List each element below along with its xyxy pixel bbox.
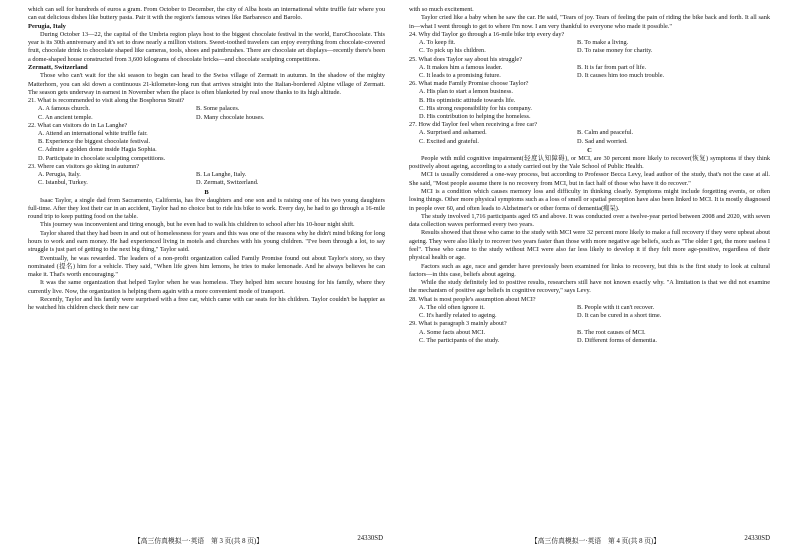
option: C. An ancient temple. xyxy=(38,113,93,121)
paragraph: This journey was inconvenient and tiring enough, but he even had to walk his children to school after his 10-hour night shift. xyxy=(40,221,355,229)
section-label-c: C xyxy=(587,146,592,154)
question-23: 23. Where can visitors go skiing in autumn? xyxy=(28,162,140,170)
option: D. Many chocolate houses. xyxy=(196,113,265,121)
option: B. Experience the biggest chocolate festival. xyxy=(38,138,151,146)
option: B. Some palaces. xyxy=(196,105,240,113)
option: C. Admire a golden dome inside Hagia Sophia. xyxy=(38,146,157,154)
option-row xyxy=(409,329,770,337)
option: A. A famous church. xyxy=(38,105,90,113)
option: D. To raise money for charity. xyxy=(577,47,653,55)
paragraph: with so much excitement. xyxy=(409,6,474,13)
option-row xyxy=(409,39,770,47)
option: D. It can be cured in a short time. xyxy=(577,312,662,320)
paragraph: During October 13—22, the capital of the Umbria region plays host to the biggest chocolate festival in the world, EuroChocolate. This year is its 30th anniversary and it's set to draw nearly a million visitors. Sweet-toothed travelers can enjoy everything from chocolate-covered fruit, chocolate drink to chocolate shaped like cameras, tools, shoes and paintbrushes. There are chocolate art displays—recently there's been a dome-shaped house constructed from 3,600 kilograms of chocolate bricks—and chocolate sculpting competitions. xyxy=(28,30,385,63)
option: A. Perugia, Italy. xyxy=(38,171,81,179)
question-26: 26. What made Family Promise choose Taylor? xyxy=(409,80,529,88)
option: B. It is far from part of life. xyxy=(577,63,647,71)
option: C. Istanbul, Turkey. xyxy=(38,179,88,187)
option: B. People with it can't recover. xyxy=(577,303,655,311)
question-27: 27. How did Taylor feel when receiving a free car? xyxy=(409,121,538,129)
option: B. The root causes of MCI. xyxy=(577,328,646,336)
footer-label: 【高三仿真模拟一·英语 第 4 页(共 8 页)】 xyxy=(530,538,661,545)
option: C. Excited and grateful. xyxy=(419,137,479,145)
option: B. Calm and peaceful. xyxy=(577,129,634,137)
paragraph: Results showed that those who came to the study with MCI were 32 percent more likely to make a full recovery if they were upbeat about ageing. They were also likely to recover two years faster than those with more negative age beliefs, such as "The older I get, the more useless I feel". Those who came to the study without MCI were also far less likely to develop it if they felt more age-positive, regardless of their physical health or age. xyxy=(409,229,770,262)
option-row xyxy=(409,47,770,55)
option-row xyxy=(28,114,385,122)
paragraph: People with mild cognitive impairment(轻度认知障碍), or MCI, are 30 percent more likely to recover(恢复) symptoms if they think positively about ageing, according to a study carried out by the Yale School of Public Health. xyxy=(409,154,770,171)
option: A. Attend an international white truffle fair. xyxy=(38,130,148,138)
option-row xyxy=(409,64,770,72)
option: C. To pick up his children. xyxy=(419,47,486,55)
option: B. His optimistic attitude towards life. xyxy=(419,96,516,104)
paragraph: Eventually, he was rewarded. The leaders of a non-profit organization called Family Promise found out about Taylor's story, so they nominated (提名) him for a vehicle. They said, "When life gives him lemons, he tries to make lemonade. And he always believes he can make it. That's worth encouraging." xyxy=(28,254,385,279)
option: B. La Langhe, Italy. xyxy=(196,171,247,179)
option: D. Participate in chocolate sculpting competitions. xyxy=(38,154,166,162)
option-row xyxy=(409,304,770,312)
paragraph: Factors such as age, race and gender have previously been examined for links to recovery, but this is the first study to look at cultural factors—in this case, beliefs about ageing. xyxy=(409,262,770,278)
footer-code: 24330SD xyxy=(357,535,383,542)
question-25: 25. What does Taylor say about his struggle? xyxy=(409,55,522,63)
paragraph: Those who can't wait for the ski season to begin can head to the Swiss village of Zermatt in autumn. In the shadow of the mighty Matterhorn, you can ski down a continuous 21-kilometer-long run that arrives straight into the Italian-bordered Alpine village of Zermatt. The season gets underway in earnest in November when the place is often blanketed by real snow thanks to its high altitude. xyxy=(28,72,385,96)
paragraph: Taylor cried like a baby when he saw the car. He said, "Tears of joy. Tears of feeling the pain of riding the bike back and forth. It all sank in—what I went through to get to where I'm now. I am very thankful to everyone who made it possible." xyxy=(409,14,770,30)
option-row xyxy=(28,105,385,113)
option: A. Surprised and ashamed. xyxy=(419,129,487,137)
option-row xyxy=(28,179,385,187)
option: D. Different forms of dementia. xyxy=(577,336,657,344)
option: C. It leads to a promising future. xyxy=(419,71,501,79)
option-row xyxy=(409,138,770,146)
question-21: 21. What is recommended to visit along the Bosphorus Strait? xyxy=(28,97,185,105)
option: C. The participants of the study. xyxy=(419,336,500,344)
option: D. It causes him too much trouble. xyxy=(577,71,665,79)
paragraph: MCI is usually considered a one-way process, but according to Professor Becca Levy, lead author of the study, that's not the case at all. She said, "Most people assume there is no recovery from MCI, but in fact half of those who have it do recover." xyxy=(409,171,770,187)
paragraph: Taylor shared that they had been in and out of homelessness for years and this was one of the reasons why he didn't mind biking for long hours to work and earn money. He had experienced living in motels and churches with his young children. "I've been through a lot, to say struggle is just part of getting to the next big thing," Taylor said. xyxy=(28,229,385,254)
question-28: 28. What is most people's assumption about MCI? xyxy=(409,295,536,303)
section-heading-zermatt: Zermatt, Switzerland xyxy=(28,64,88,72)
option-row xyxy=(409,337,770,345)
option-row xyxy=(28,171,385,179)
footer-code: 24330SD xyxy=(744,535,770,542)
footer-label: 【高三仿真模拟一·英语 第 3 页(共 8 页)】 xyxy=(133,538,264,545)
option: A. To keep fit. xyxy=(419,39,456,47)
option: A. His plan to start a lemon business. xyxy=(419,88,513,96)
question-24: 24. Why did Taylor go through a 16-mile bike trip every day? xyxy=(409,30,565,38)
option: C. His strong responsibility for his company. xyxy=(419,104,532,112)
option: C. It's hardly related to ageing. xyxy=(419,312,497,320)
option: A. It makes him a famous leader. xyxy=(419,63,503,71)
option: A. Some facts about MCI. xyxy=(419,328,486,336)
option: D. His contribution to helping the homeless. xyxy=(419,112,531,120)
option-row xyxy=(409,312,770,320)
option-row xyxy=(409,129,770,137)
paragraph: MCI is a condition which causes memory loss and difficulty in thinking clearly. Symptoms might include forgetting events, or often losing things. Other more physical symptoms such as a loss of smell or spatial perception have also been linked to MCI. It is mostly diagnosed in people over 60, and often leads to Alzheimer's or other forms of dementia(痴呆). xyxy=(409,187,770,212)
paragraph: It was the same organization that helped Taylor when he was homeless. They helped him secure housing for his family, where they currently live. Now, the organization is helping them again with a more convenient mode of transport. xyxy=(28,279,385,295)
paragraph: Isaac Taylor, a single dad from Sacramento, California, has five daughters and one son and is raising one of his two young daughters full-time. After they lost their car in an accident, Taylor had no choice but to ride his bike to work. Every day, he had to go through a 16-mile round trip to keep putting food on the table. xyxy=(28,196,385,221)
option: B. To make a living. xyxy=(577,39,629,47)
paragraph: which can sell for hundreds of euros a gram. From October to December, the city of Alba hosts an international white truffle fair where you can eat delicious dishes like buttery pasta. Pair it with the region's famous wines like Barbaresco and Barolo. xyxy=(28,6,385,22)
paragraph: While the study definitely led to positive results, researchers still have not known exactly why. "A limitation is that we did not examine the mechanism of positive age beliefs in cognitive recovery," says Levy. xyxy=(409,279,770,295)
right-page xyxy=(397,0,794,545)
option-row xyxy=(409,72,770,80)
question-22: 22. What can visitors do in La Langhe? xyxy=(28,121,128,129)
paragraph: The study involved 1,716 participants aged 65 and above. It was conducted over a twelve-year period between 2008 and 2020, with seven data collection waves performed every two years. xyxy=(409,212,770,229)
section-heading-perugia: Perugia, Italy xyxy=(28,22,66,30)
paragraph: Recently, Taylor and his family were surprised with a free car, which came with car seats for his children. Taylor couldn't be happier as he watched his children check their new car xyxy=(28,296,385,312)
question-29: 29. What is paragraph 3 mainly about? xyxy=(409,320,507,328)
section-label-b: B xyxy=(204,188,209,196)
option: D. Sad and worried. xyxy=(577,137,628,145)
option: D. Zermatt, Switzerland. xyxy=(196,179,259,187)
option: A. The old often ignore it. xyxy=(419,303,485,311)
